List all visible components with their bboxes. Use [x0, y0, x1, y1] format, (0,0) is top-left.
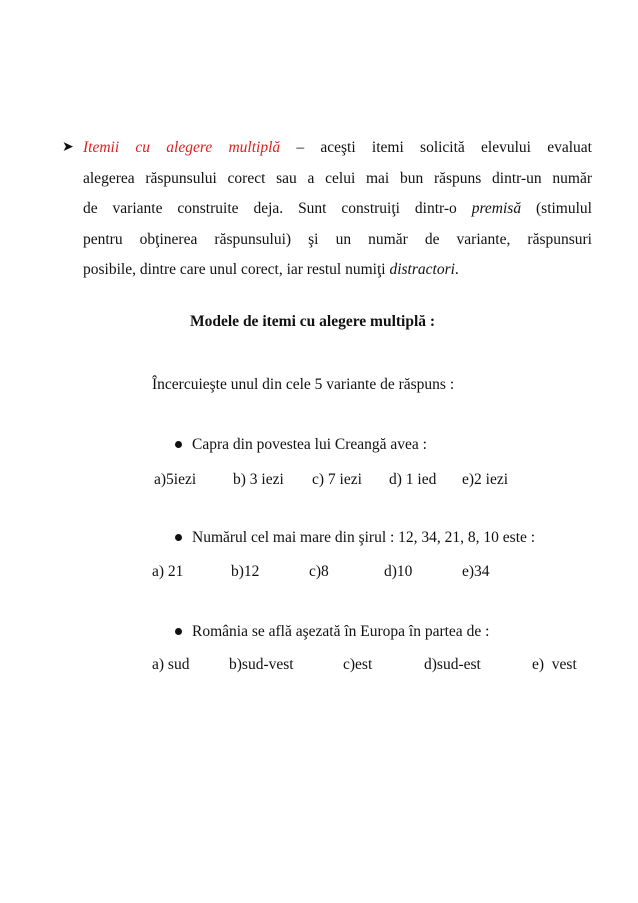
intro-text: . — [454, 261, 459, 278]
option-a: a) 21 — [152, 563, 184, 580]
intro-term: Itemii cu alegere multiplă — [83, 139, 281, 156]
intro-text: pentru obţinerea răspunsului) şi un număr de variante, răspunsuri — [83, 230, 592, 248]
instruction-text: Încercuieşte unul din cele 5 variante de răspuns : — [152, 376, 455, 393]
option-b: b) 3 iezi — [233, 471, 284, 488]
bullet-dot-icon — [175, 628, 182, 635]
option-e: e)34 — [462, 563, 490, 580]
question-2 — [175, 529, 535, 547]
bullet-dot-icon — [175, 441, 182, 448]
option-b: b)sud-vest — [229, 656, 294, 673]
arrow-bullet-icon: ➤ — [62, 140, 74, 155]
option-e: e)2 iezi — [462, 471, 509, 488]
option-c: c)est — [343, 656, 373, 673]
option-c: c) 7 iezi — [312, 471, 362, 488]
intro-text: – aceşti itemi solicită elevului evaluat — [280, 139, 592, 156]
option-e: e) vest — [532, 656, 577, 673]
question-1 — [175, 436, 427, 454]
section-heading: Modele de itemi cu alegere multiplă : — [190, 313, 436, 330]
question-text: Capra din povestea lui Creangă avea : — [192, 436, 427, 453]
option-d: d)10 — [384, 563, 413, 580]
intro-line-4 — [64, 225, 592, 256]
question-text: România se află aşezată în Europa în partea de : — [192, 623, 490, 640]
option-a: a) sud — [152, 656, 190, 673]
intro-paragraph — [64, 133, 592, 286]
intro-text: alegerea răspunsului corect sau a celui mai bun răspuns dintr-un număr — [83, 169, 592, 187]
option-c: c)8 — [309, 563, 329, 580]
question-text: Numărul cel mai mare din şirul : 12, 34, 21, 8, 10 este : — [192, 529, 536, 546]
intro-italic-distractori: distractori — [389, 261, 455, 278]
option-d: d) 1 ied — [389, 471, 437, 488]
intro-text: posibile, dintre care unul corect, iar restul numiţi — [83, 261, 390, 278]
intro-text: (stimulul — [521, 200, 592, 217]
intro-line-5 — [64, 255, 592, 286]
question-3 — [175, 623, 489, 641]
intro-italic-premisa: premisă — [471, 200, 522, 217]
intro-line-2 — [64, 164, 592, 195]
option-d: d)sud-est — [424, 656, 481, 673]
bullet-dot-icon — [175, 534, 182, 541]
option-b: b)12 — [231, 563, 260, 580]
intro-line-1 — [64, 133, 592, 164]
intro-line-3 — [64, 194, 592, 225]
intro-text: de variante construite deja. Sunt construiţi dintr-o — [83, 200, 472, 217]
option-a: a)5iezi — [154, 471, 197, 488]
